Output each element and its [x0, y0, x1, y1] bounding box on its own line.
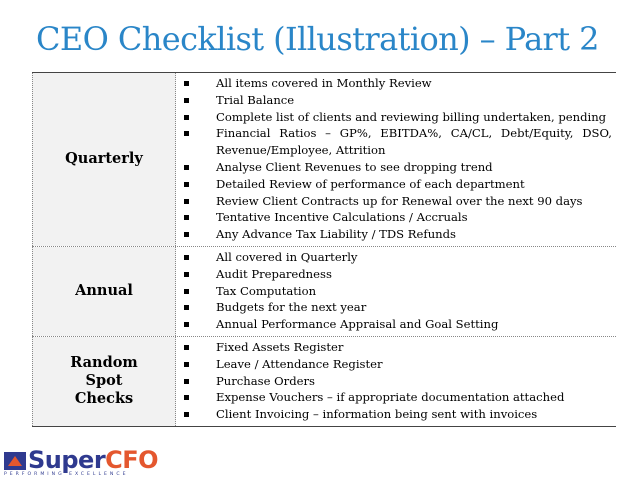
square-bullet-icon	[184, 98, 189, 103]
list-item: Trial Balance	[176, 92, 616, 109]
frequency-label-quarterly: Quarterly	[32, 73, 176, 246]
square-bullet-icon	[184, 165, 189, 170]
square-bullet-icon	[184, 412, 189, 417]
list-item: Tax Computation	[176, 283, 616, 300]
items-cell-annual	[176, 247, 616, 336]
square-bullet-icon	[184, 272, 189, 277]
frequency-label-annual: Annual	[32, 247, 176, 336]
checklist-row-quarterly	[32, 73, 616, 246]
list-item: Review Client Contracts up for Renewal over the next 90 days	[176, 193, 616, 210]
list-item: Client Invoicing – information being sent with invoices	[176, 406, 616, 423]
list-item: Leave / Attendance Register	[176, 356, 616, 373]
square-bullet-icon	[184, 115, 189, 120]
square-bullet-icon	[184, 345, 189, 350]
checklist-row-annual	[32, 246, 616, 336]
list-item: Detailed Review of performance of each department	[176, 176, 616, 193]
checklist-row-random-spot-checks	[32, 336, 616, 426]
logo-wordmark: SuperCFO	[28, 446, 159, 474]
list-item: Analyse Client Revenues to see dropping trend	[176, 159, 616, 176]
checklist-table	[32, 72, 616, 427]
list-item: Fixed Assets Register	[176, 339, 616, 356]
square-bullet-icon	[184, 81, 189, 86]
list-item-continuation: Revenue/Employee, Attrition	[216, 143, 386, 158]
square-bullet-icon	[184, 305, 189, 310]
square-bullet-icon	[184, 379, 189, 384]
items-cell-random-spot-checks	[176, 337, 616, 426]
square-bullet-icon	[184, 255, 189, 260]
frequency-label-random-spot-checks: Random Spot Checks	[32, 337, 176, 426]
logo-mark-icon	[4, 450, 26, 472]
square-bullet-icon	[184, 215, 189, 220]
square-bullet-icon	[184, 322, 189, 327]
list-item: Expense Vouchers – if appropriate documentation attached	[176, 389, 616, 406]
logo-tagline: PERFORMING EXCELLENCE	[4, 472, 129, 477]
items-cell-quarterly	[176, 73, 616, 246]
list-item: Budgets for the next year	[176, 299, 616, 316]
slide-title: CEO Checklist (Illustration) – Part 2	[36, 20, 599, 58]
list-item: Tentative Incentive Calculations / Accruals	[176, 209, 616, 226]
list-item: Audit Preparedness	[176, 266, 616, 283]
square-bullet-icon	[184, 199, 189, 204]
list-item: All items covered in Monthly Review	[176, 75, 616, 92]
square-bullet-icon	[184, 362, 189, 367]
square-bullet-icon	[184, 289, 189, 294]
square-bullet-icon	[184, 131, 189, 136]
square-bullet-icon	[184, 232, 189, 237]
list-item: Complete list of clients and reviewing billing undertaken, pending	[176, 109, 616, 126]
supercfo-logo	[4, 446, 160, 479]
square-bullet-icon	[184, 182, 189, 187]
list-item: Annual Performance Appraisal and Goal Setting	[176, 316, 616, 333]
list-item: Any Advance Tax Liability / TDS Refunds	[176, 226, 616, 243]
list-item: Purchase Orders	[176, 373, 616, 390]
list-item: All covered in Quarterly	[176, 249, 616, 266]
list-item: Financial Ratios – GP%, EBITDA%, CA/CL, Debt/Equity, DSO,	[176, 125, 616, 142]
square-bullet-icon	[184, 395, 189, 400]
